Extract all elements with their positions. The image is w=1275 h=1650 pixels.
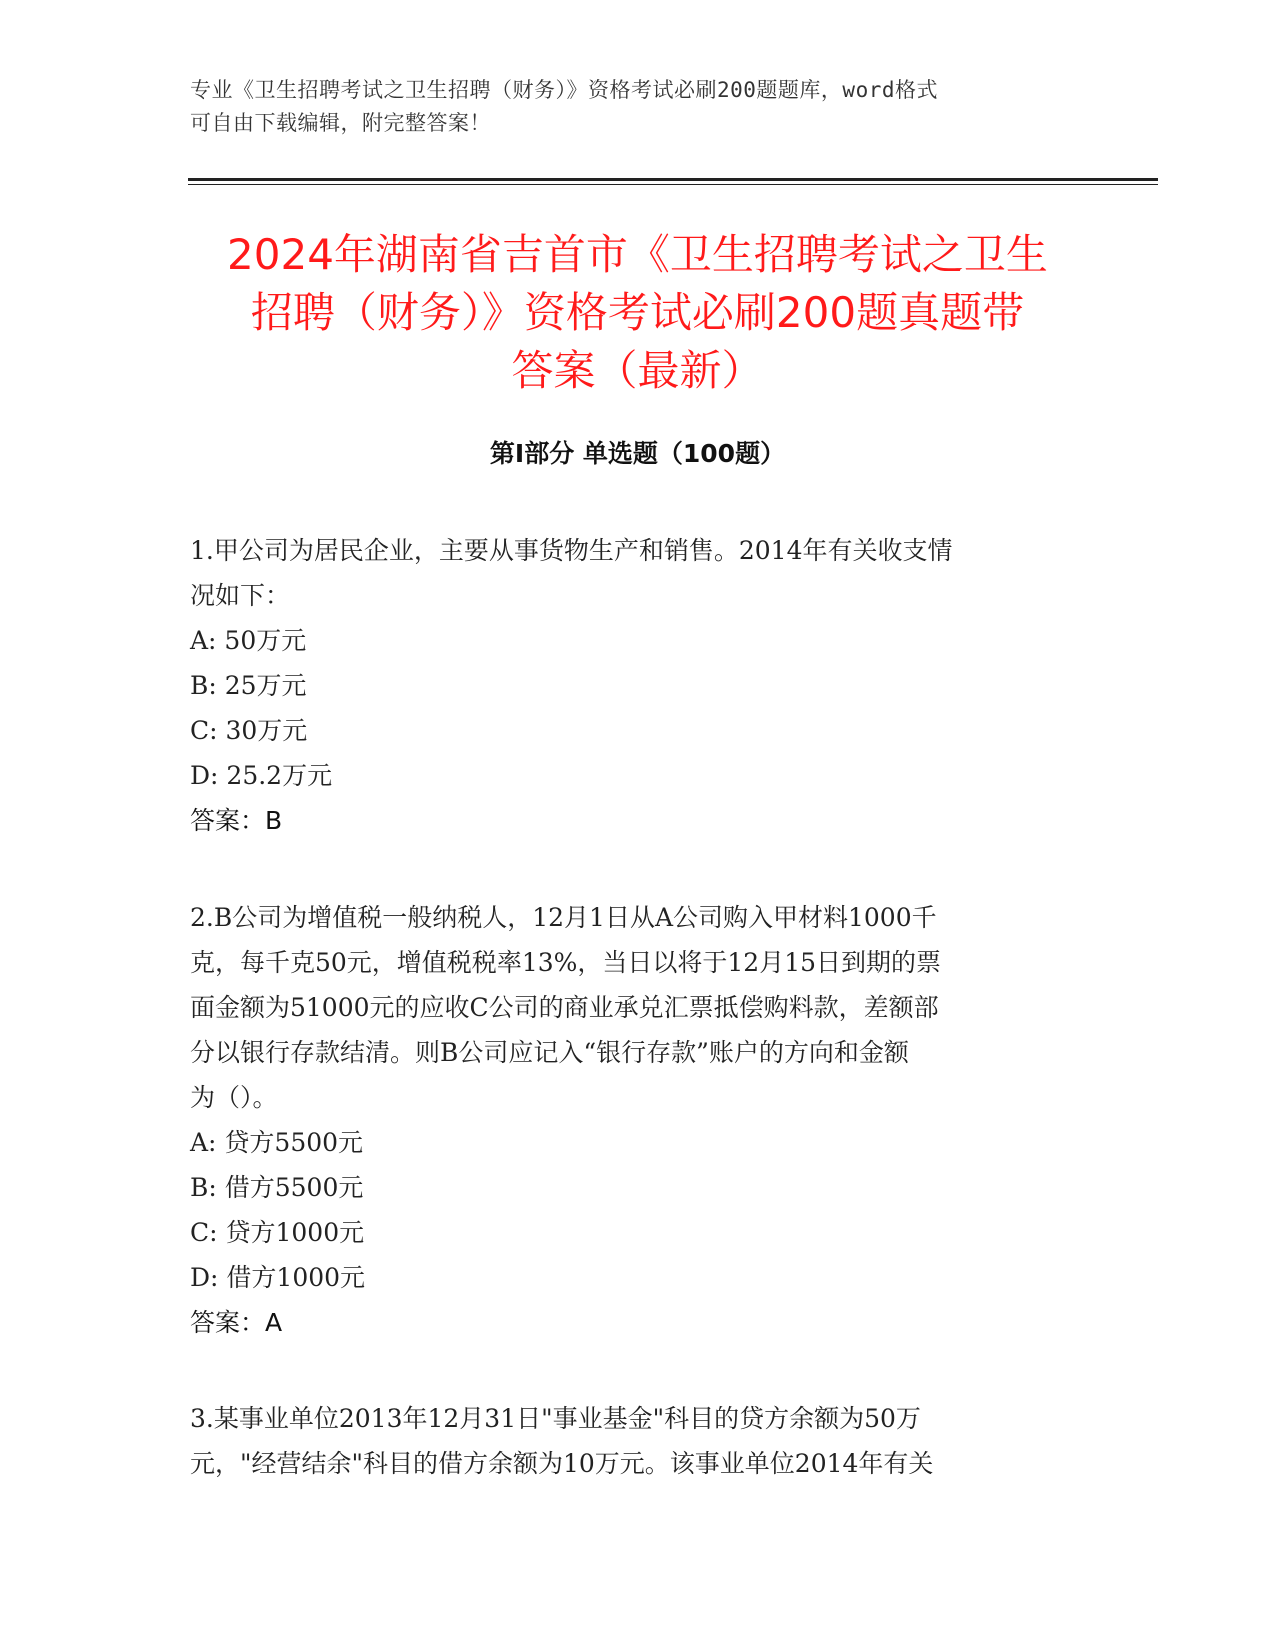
stem-line: 面金额为51000元的应收C公司的商业承兑汇票抵偿购料款，差额部: [190, 993, 939, 1022]
stem-line: 克，每千克50元，增值税税率13%，当日以将于12月15日到期的票: [190, 948, 942, 977]
option-a: A: 贷方5500元: [190, 1128, 364, 1157]
header-divider-thin: [188, 184, 1158, 185]
stem-line: 况如下：: [190, 581, 291, 610]
question-stem: [190, 1396, 1070, 1486]
question-stem: [190, 895, 1070, 1120]
option-d: D: 借方1000元: [190, 1263, 366, 1292]
option-b: B: 25万元: [190, 671, 307, 700]
answer-label: 答案：B: [190, 806, 283, 835]
question-stem: [190, 528, 1070, 618]
option-a: A: 50万元: [190, 626, 307, 655]
option-c: C: 30万元: [190, 716, 308, 745]
option-d: D: 25.2万元: [190, 761, 333, 790]
question-3: [190, 1396, 1070, 1486]
stem-line: 分以银行存款结清。则B公司应记入“银行存款”账户的方向和金额: [190, 1038, 909, 1067]
title-line-1: 2024年湖南省吉首市《卫生招聘考试之卫生: [227, 230, 1048, 279]
header-divider-thick: [188, 178, 1158, 181]
header-note-line-2: 可自由下载编辑，附完整答案！: [190, 111, 491, 135]
answer-label: 答案：A: [190, 1308, 283, 1337]
option-c: C: 贷方1000元: [190, 1218, 365, 1247]
title-line-3: 答案（最新）: [511, 346, 764, 395]
stem-line: 为（）。: [190, 1083, 278, 1112]
header-note-line-1: 专业《卫生招聘考试之卫生招聘（财务）》资格考试必刷200题题库，word格式: [190, 78, 938, 102]
stem-line: 2.B公司为增值税一般纳税人，12月1日从A公司购入甲材料1000千: [190, 903, 937, 932]
header-note: [190, 74, 1080, 140]
stem-line: 1.甲公司为居民企业，主要从事货物生产和销售。2014年有关收支情: [190, 536, 953, 565]
question-2: [190, 895, 1070, 1345]
section-heading: 第I部分 单选题（100题）: [489, 439, 786, 468]
document-title: [170, 226, 1105, 400]
stem-line: 元，"经营结余"科目的借方余额为10万元。该事业单位2014年有关: [190, 1449, 934, 1478]
question-1: [190, 528, 1070, 843]
title-line-2: 招聘（财务）》资格考试必刷200题真题带: [250, 288, 1025, 337]
stem-line: 3.某事业单位2013年12月31日"事业基金"科目的贷方余额为50万: [190, 1404, 921, 1433]
option-b: B: 借方5500元: [190, 1173, 364, 1202]
